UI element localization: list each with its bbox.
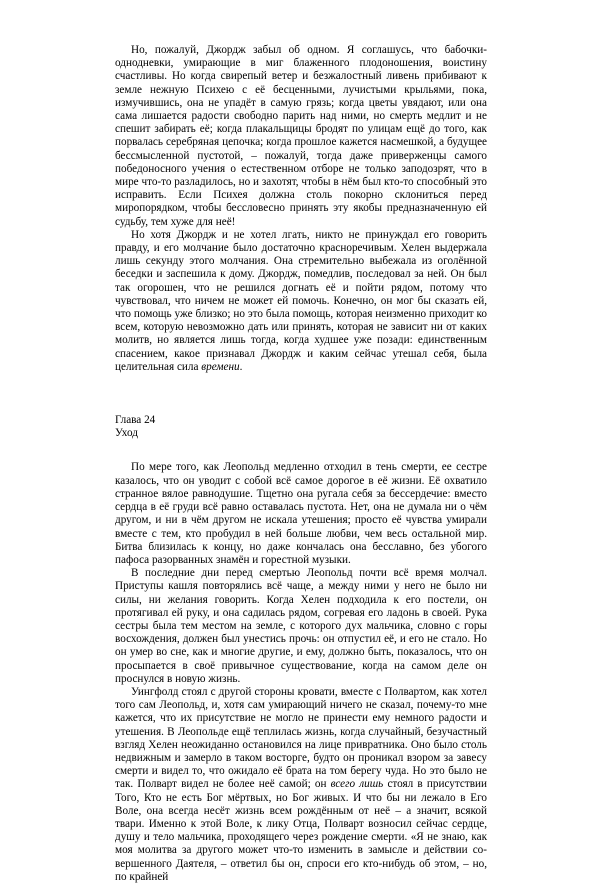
chapter-title: Уход: [115, 427, 138, 440]
chapter-number: Глава 24: [115, 414, 156, 427]
paragraph: [115, 229, 487, 374]
paragraph-text: Уингфолд стоял с другой стороны кровати, вместе с Полвартом, как хотел того сам Леопольд, и, хотя сам умирающий ничего не сказал, почему-то мне кажется, что их присутствие не могло не принести ему немного радости и утешения. В Леопольде ещё теплилась жизнь, когда случайный, безучастный взгляд Хелен неожиданно остановился на лице привратника. Оно было столь недвижным и замерло в таком восторге, будто он проникал взором за завесу смерти и видел то, что ожидало её брата на том берегу чуда. Но это было не так. Полварт видел не более неё самой; он: [115, 685, 487, 791]
paragraph-tail: стоял в присутствии Того, Кто не есть Бог мёртвых, но Бог живых. И что бы ни лежало в Его Воле, она всегда несёт жизнь всем рождённым от неё – а значит, всякой твари. Именно к этой Воле, к лику Отца, Полварт возносил сейчас сердце, душу и тело мальчика, проходящего через рождение смерти. «Я не знаю, как моя молитва за другого может что-то изменить в замысле и действии совершенного Даятеля, – ответил бы он, спроси его кто-нибудь об этом, – но, по крайней: [115, 778, 488, 883]
book-page: [115, 44, 487, 884]
paragraph-text: Но хотя Джордж и не хотел лгать, никто не принуждал его говорить правду, и его молчание было достаточно красноречивым. Хелен выдержала лишь секунду этого молчания. Она стремительно выбежала из оголённой беседки и заспешила к дому. Джордж, помедлив, последовал за ней. Он был так огорошен, что не решился догнать её и пойти рядом, потому что чувствовал, что ничем не может ей помочь. Конечно, он мог бы сказать ей, что помощь уже близко; но это была помощь, которая неизменно приходит ко всем, которую невозможно дать или принять, которая не зависит ни от каких молитв, но является лишь тогда, когда худшее уже позади: единственным спасением, какое признавал Джордж и каким сейчас утешал себя, была целительная сила: [115, 228, 487, 373]
emphasis: времени: [201, 360, 240, 373]
paragraph: В последние дни перед смертью Леопольд почти всё время молчал. Приступы кашля повторялись всё чаще, а между ними у него не было ни силы, ни желания говорить. Когда Хелен подходила к его постели, он протягивал ей руку, и она садилась рядом, согревая его ладонь в своей. Рука сестры была тем местом на земле, с которого дух мальчика, словно с горы восхождения, должен был унестись прочь: он отпустил её, и его не стало. Но он умер во сне, как и многие другие, и ему, должно быть, показалось, что он просыпается в своё привычное существование, когда на самом деле он проснулся в новую жизнь.: [115, 567, 487, 685]
paragraph: По мере того, как Леопольд медленно отходил в тень смерти, ее сестре казалось, что он уводит с собой всё самое дорогое в её жизни. Её охватило странное вялое равнодушие. Тщетно она ругала себя за бессердечие: вместо сердца в её груди всё равно оставалась пустота. Нет, она не думала ни о чём другом, и ни в чём другом не искала утешения; просто её чувства умирали вместе с тем, кто пробудил в ней больше любви, чем весь остальной мир. Битва близилась к концу, но даже кончалась она бесславно, без убогого пафоса разорванных знамён и горестной музыки.: [115, 461, 487, 566]
paragraph: [115, 686, 487, 884]
emphasis: всего лишь: [330, 778, 384, 791]
chapter-heading: [115, 414, 487, 440]
paragraph-tail: .: [239, 360, 243, 373]
paragraph: Но, пожалуй, Джордж забыл об одном. Я соглашусь, что бабочки-однодневки, умирающие в миг блаженного плодоношения, воистину счастливы. Но когда свирепый ветер и безжалостный ливень прибивают к земле нежную Психею с её бесценными, лучистыми крыльями, пока, измучившись, она не упадёт в самую грязь; когда цветы увядают, или она сама лишается радости свободно парить над ними, но смерть медлит и не спешит забирать её; когда плакальщицы бродят по улицам ещё до того, как порвалась серебряная цепочка; когда прошлое кажется насмешкой, а будущее бессмысленной пустотой, – пожалуй, тогда даже приверженцы самого победоносного учения о естественном отборе не только заподозрят, что в мире что-то разладилось, но и захотят, чтобы в нём был кто-то способный это исправить. Если Психея должна столь покорно склониться перед миропорядком, чтобы бессловесно принять эту якобы предназначенную ей судьбу, тем хуже для неё!: [115, 44, 487, 228]
